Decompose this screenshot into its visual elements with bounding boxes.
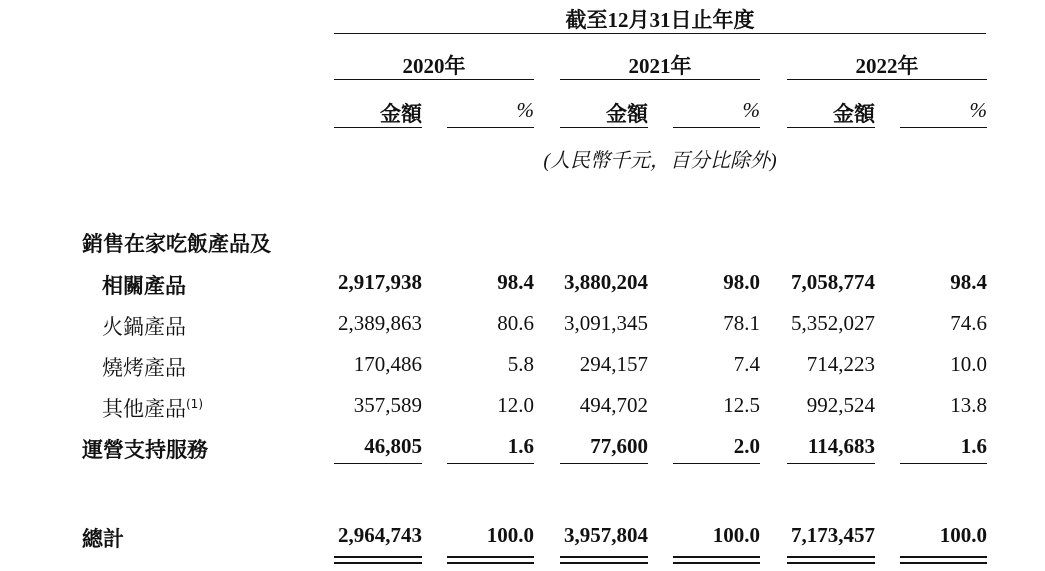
subheader-rule-p2022 [900, 127, 987, 128]
cell-support-2022-pct: 1.6 [960, 434, 987, 458]
cell-related-2020-amount: 2,917,938 [338, 270, 422, 294]
cell-other-2020-amount: 357,589 [353, 393, 422, 417]
cell-hotpot-2022-amount: 5,352,027 [791, 311, 875, 335]
cell-other-2021-pct: 12.5 [723, 393, 760, 417]
year-2020-rule [334, 79, 534, 80]
subheader-rule-p2020 [447, 127, 534, 128]
subtotal-rule-a2021 [560, 463, 648, 464]
cell-hotpot-2020-pct: 80.6 [497, 311, 534, 335]
cell-total-2022-pct: 100.0 [939, 523, 987, 547]
subtotal-rule-p2020 [447, 463, 534, 464]
row-label-home-meal-products: 銷售在家吃飯產品及 [82, 232, 271, 256]
cell-bbq-2020-amount: 170,486 [353, 352, 422, 376]
cell-other-2022-pct: 13.8 [950, 393, 987, 417]
row-label-total: 總計 [82, 527, 124, 551]
row-label-bbq-products: 燒烤產品 [102, 356, 186, 380]
total-double-rule-p2021 [673, 556, 760, 564]
amount-header-2020: 金額 [380, 102, 422, 126]
total-double-rule-p2020 [447, 556, 534, 564]
cell-hotpot-2021-pct: 78.1 [723, 311, 760, 335]
subtotal-rule-p2021 [673, 463, 760, 464]
period-rule [334, 33, 986, 34]
year-2020-header: 2020年 [402, 54, 466, 78]
total-double-rule-a2021 [560, 556, 648, 564]
cell-hotpot-2021-amount: 3,091,345 [564, 311, 648, 335]
row-label-other-products [102, 393, 203, 423]
cell-hotpot-2022-pct: 74.6 [950, 311, 987, 335]
cell-bbq-2022-pct: 10.0 [950, 352, 987, 376]
cell-support-2020-pct: 1.6 [507, 434, 534, 458]
cell-related-2020-pct: 98.4 [497, 270, 534, 294]
year-2021-rule [560, 79, 760, 80]
total-double-rule-a2020 [334, 556, 422, 564]
total-double-rule-p2022 [900, 556, 987, 564]
cell-hotpot-2020-amount: 2,389,863 [338, 311, 422, 335]
cell-bbq-2021-pct: 7.4 [733, 352, 760, 376]
percent-header-2021: % [742, 98, 760, 122]
unit-note: (人民幣千元，百分比除外) [543, 150, 777, 172]
subheader-rule-a2022 [787, 127, 875, 128]
cell-related-2022-amount: 7,058,774 [791, 270, 875, 294]
year-2022-header: 2022年 [855, 54, 919, 78]
amount-header-2022: 金額 [833, 102, 875, 126]
cell-related-2022-pct: 98.4 [950, 270, 987, 294]
footnote-marker: (1) [186, 397, 203, 411]
row-label-hotpot-products: 火鍋產品 [102, 315, 186, 339]
cell-bbq-2022-amount: 714,223 [806, 352, 875, 376]
subtotal-rule-p2022 [900, 463, 987, 464]
percent-header-2022: % [969, 98, 987, 122]
total-double-rule-a2022 [787, 556, 875, 564]
cell-support-2022-amount: 114,683 [807, 434, 875, 458]
subheader-rule-a2021 [560, 127, 648, 128]
cell-bbq-2021-amount: 294,157 [579, 352, 648, 376]
cell-other-2020-pct: 12.0 [497, 393, 534, 417]
cell-related-2021-pct: 98.0 [723, 270, 760, 294]
cell-bbq-2020-pct: 5.8 [507, 352, 534, 376]
year-2022-rule [787, 79, 987, 80]
cell-total-2020-pct: 100.0 [486, 523, 534, 547]
cell-support-2020-amount: 46,805 [364, 434, 422, 458]
cell-other-2022-amount: 992,524 [806, 393, 875, 417]
subheader-rule-a2020 [334, 127, 422, 128]
subtotal-rule-a2020 [334, 463, 422, 464]
row-label-operation-support: 運營支持服務 [82, 438, 208, 462]
cell-total-2021-amount: 3,957,804 [564, 523, 648, 547]
period-header: 截至12月31日止年度 [565, 8, 755, 32]
subtotal-rule-a2022 [787, 463, 875, 464]
other-products-text: 其他產品 [102, 397, 186, 421]
subheader-rule-p2021 [673, 127, 760, 128]
year-2021-header: 2021年 [628, 54, 692, 78]
cell-support-2021-amount: 77,600 [590, 434, 648, 458]
cell-total-2021-pct: 100.0 [712, 523, 760, 547]
cell-other-2021-amount: 494,702 [579, 393, 648, 417]
cell-total-2022-amount: 7,173,457 [791, 523, 875, 547]
row-label-related-products: 相關產品 [102, 274, 186, 298]
amount-header-2021: 金額 [606, 102, 648, 126]
percent-header-2020: % [516, 98, 534, 122]
cell-related-2021-amount: 3,880,204 [564, 270, 648, 294]
cell-total-2020-amount: 2,964,743 [338, 523, 422, 547]
cell-support-2021-pct: 2.0 [733, 434, 760, 458]
